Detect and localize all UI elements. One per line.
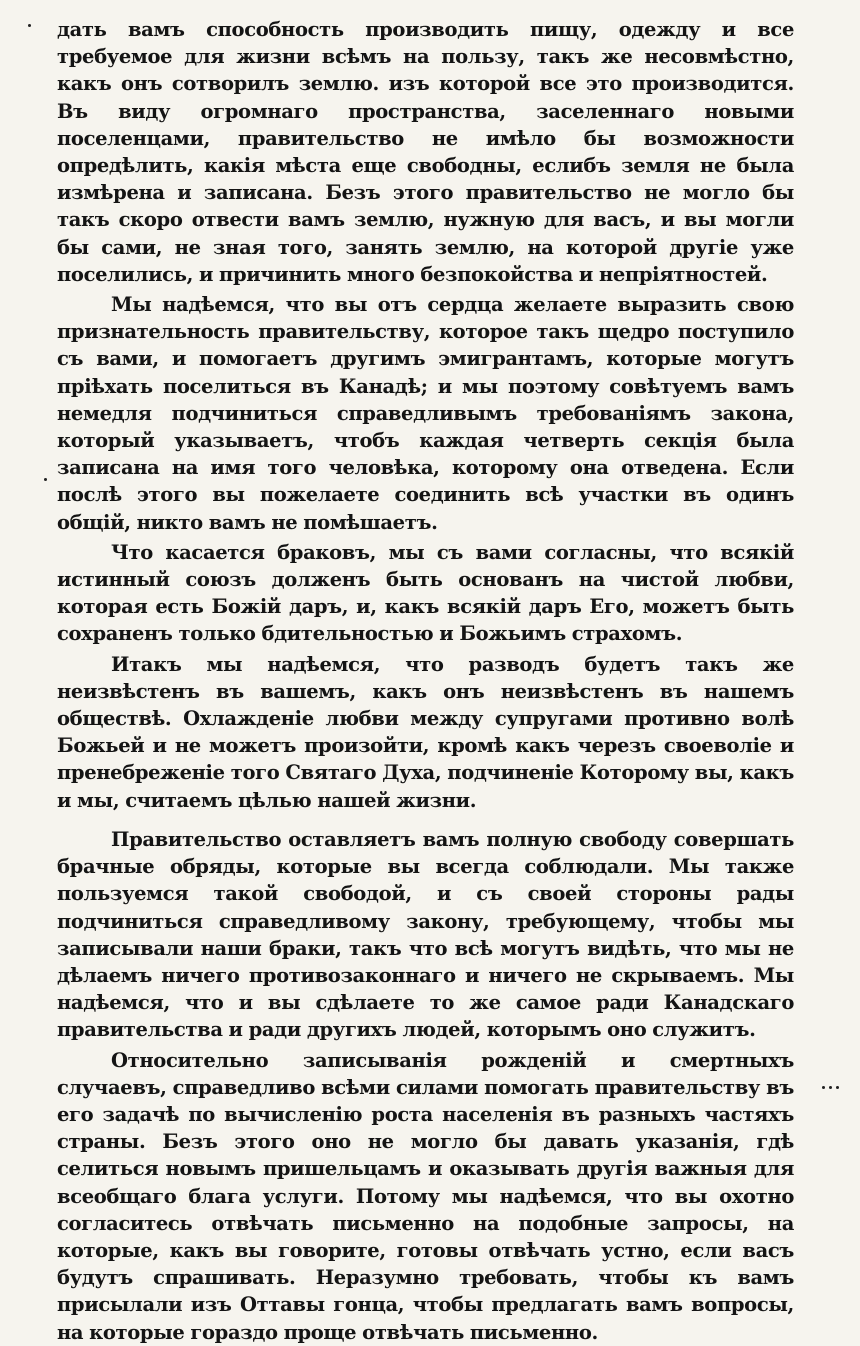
scan-speck: [822, 1086, 825, 1089]
paragraph-marriage: Что касается браковъ, мы съ вами согласны, что всякій истинный союзъ долженъ быть основанъ на чистой любви, которая есть Божій даръ, и, какъ всякій даръ Его, можетъ быть сохраненъ только бдительностью и Божьимъ страхомъ.: [57, 540, 794, 646]
scan-speck: [836, 1086, 839, 1089]
paragraph-divorce: Итакъ мы надѣемся, что разводъ будетъ такъ же неизвѣстенъ въ вашемъ, какъ онъ неизвѣстенъ въ нашемъ обществѣ. Охлажденіе любви между супругами противно волѣ Божьей и не можетъ произойти, кромѣ какъ черезъ своеволіе и пренебреженіе того Святаго Духа, подчиненіе Которому вы, какъ и мы, считаемъ цѣлью нашей жизни.: [57, 652, 794, 812]
paragraph-gratitude: Мы надѣемся, что вы отъ сердца желаете выразить свою признательность правительству, которое такъ щедро поступило съ вами, и помогаетъ другимъ эмигрантамъ, которые могутъ пріѣхать поселиться въ Канадѣ; и мы поэтому совѣтуемъ вамъ немедля подчиниться справедливымъ требованіямъ закона, который указываетъ, чтобъ каждая четверть секція была записана на имя того человѣка, которому она отведена. Если послѣ этого вы пожелаете соединить всѣ участки въ одинъ общій, никто вамъ не помѣшаетъ.: [57, 293, 794, 534]
scan-speck: [829, 1086, 832, 1089]
paragraph-births-deaths: Относительно записыванія рожденій и смертныхъ случаевъ, справедливо всѣми силами помогать правительству въ его задачѣ по вычисленію роста населенія въ разныхъ частяхъ страны. Безъ этого оно не могло бы давать указанія, гдѣ селиться новымъ пришельцамъ и оказывать другія важныя для всеобщаго блага услуги. Потому мы надѣемся, что вы охотно согласитесь отвѣчать письменно на подобные запросы, на которые, какъ вы говорите, готовы отвѣчать устно, если васъ будутъ спрашивать. Неразумно требовать, чтобы къ вамъ присылали изъ Оттавы гонца, чтобы предлагать вамъ вопросы, на которые гораздо проще отвѣчать письменно.: [57, 1048, 794, 1344]
paragraph-marriage-rites: Правительство оставляетъ вамъ полную свободу совершать брачные обряды, которые вы всегда соблюдали. Мы также пользуемся такой свободой, и съ своей стороны рады подчиниться справедливому закону, требующему, чтобы мы записывали наши браки, такъ что всѣ могутъ видѣть, что мы не дѣлаемъ ничего противозаконнаго и ничего не скрываемъ. Мы надѣемся, что и вы сдѣлаете то же самое ради Канадскаго правительства и ради другихъ людей, которымъ оно служитъ.: [57, 827, 794, 1042]
scan-speck: [28, 24, 31, 27]
scan-speck: [44, 478, 47, 481]
paragraph-continuation: дать вамъ способность производить пищу, одежду и все требуемое для жизни всѣмъ на пользу, такъ же несовмѣстно, какъ онъ сотворилъ землю. изъ которой все это производится. Въ виду огромнаго пространства, заселеннаго новыми поселенцами, правительство не имѣло бы возможности опредѣлить, какія мѣста еще свободны, еслибъ земля не была измѣрена и записана. Безъ этого правительство не могло бы такъ скоро отвести вамъ землю, нужную для васъ, и вы могли бы сами, не зная того, занять землю, на которой другіе уже поселились, и причинить много безпокойства и непріятностей.: [57, 18, 794, 286]
